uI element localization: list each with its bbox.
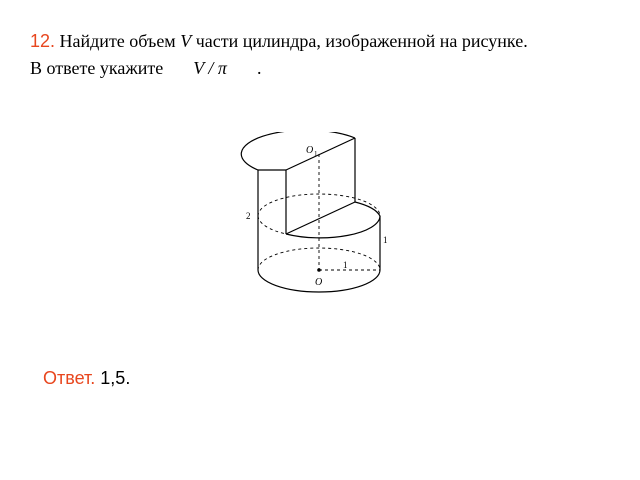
top-cut-diagonal	[286, 138, 355, 170]
answer-formula: V / π	[193, 58, 227, 78]
problem-statement	[30, 28, 620, 82]
label-height: 2	[246, 211, 251, 221]
answer-value: 1,5.	[100, 368, 131, 388]
problem-text-part1: Найдите объем	[55, 31, 181, 51]
answer-label: Ответ.	[43, 368, 96, 388]
middle-hidden-arc-front	[258, 216, 286, 234]
sentence-period: .	[256, 58, 262, 78]
answer-line	[43, 368, 130, 389]
problem-number: 12.	[30, 31, 56, 51]
volume-variable: V	[180, 31, 192, 51]
cylinder-drawing	[240, 132, 400, 302]
problem-text-part2: части цилиндра, изображенной на рисунке.	[191, 31, 528, 51]
cylinder-figure	[240, 132, 400, 302]
label-o1: O	[306, 145, 314, 156]
center-point-o	[317, 268, 321, 272]
label-radius: 1	[343, 260, 348, 270]
middle-front-arc	[286, 202, 380, 238]
problem-text-line2: В ответе укажите	[30, 58, 164, 78]
middle-cut-diagonal	[286, 202, 355, 234]
label-o: O	[315, 277, 323, 288]
label-right-height: 1	[383, 235, 388, 245]
label-o1-subscript: 1	[314, 150, 318, 158]
